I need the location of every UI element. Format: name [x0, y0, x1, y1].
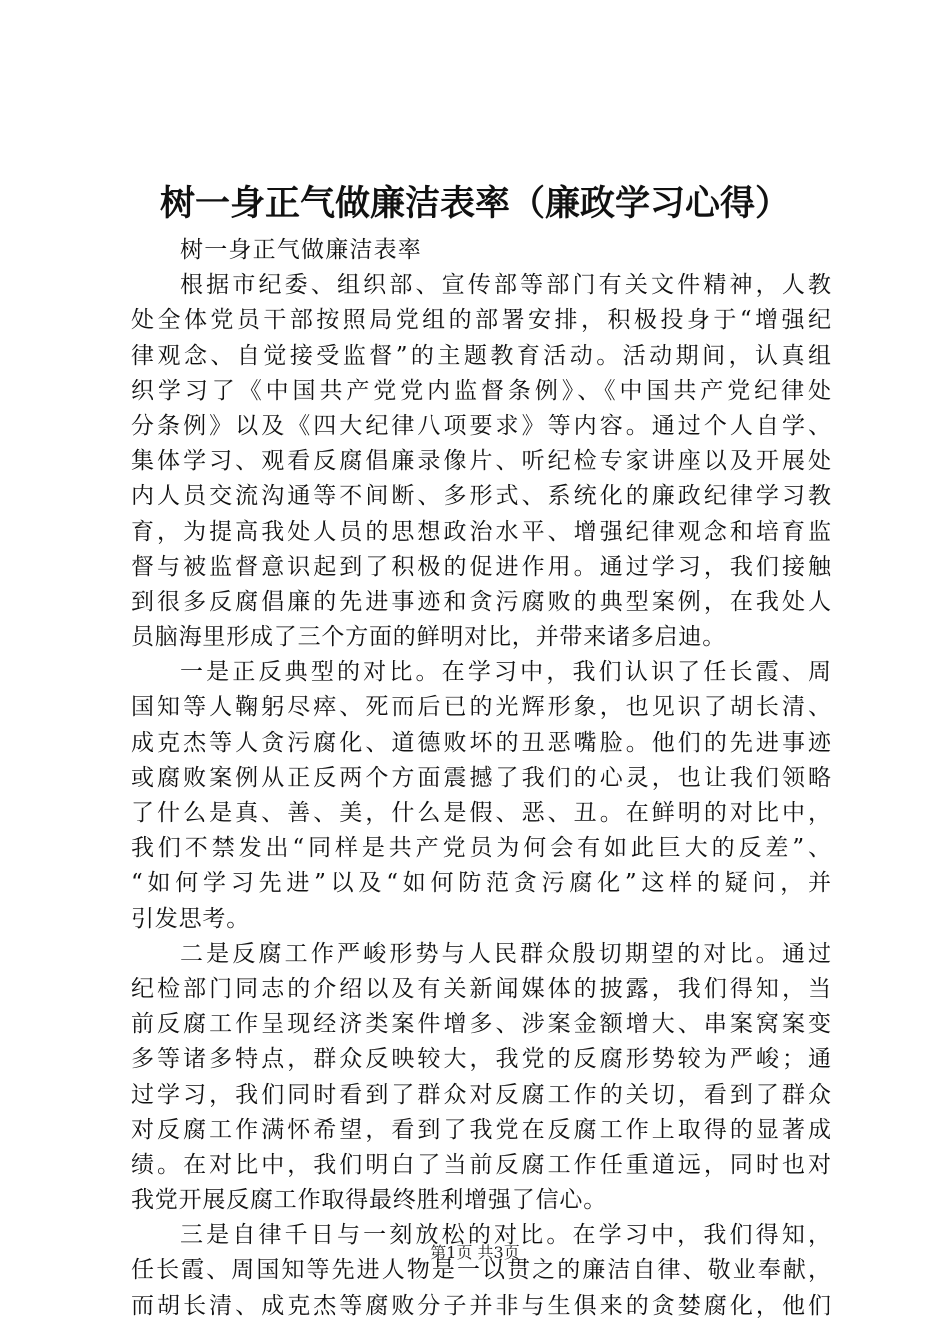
body-line: 多等诸多特点，群众反映较大，我党的反腐形势较为严峻；通 — [131, 1046, 831, 1073]
body-line: 内人员交流沟通等不间断、多形式、系统化的廉政纪律学习教 — [131, 483, 831, 510]
body-line: 我党开展反腐工作取得最终胜利增强了信心。 — [131, 1187, 607, 1214]
body-line: 或腐败案例从正反两个方面震撼了我们的心灵，也让我们领略 — [131, 764, 831, 791]
body-line: 而胡长清、成克杰等腐败分子并非与生俱来的贪婪腐化，他们 — [131, 1292, 831, 1319]
body-line: 我们不禁发出“同样是共产党员为何会有如此巨大的反差”、 — [131, 835, 831, 862]
body-line: 根据市纪委、组织部、宣传部等部门有关文件精神，人教 — [180, 272, 831, 299]
body-line: 了什么是真、善、美，什么是假、恶、丑。在鲜明的对比中， — [131, 800, 831, 826]
document-title: 树一身正气做廉洁表率（廉政学习心得） — [159, 184, 790, 224]
body-line: 督与被监督意识起到了积极的促进作用。通过学习，我们接触 — [131, 553, 831, 580]
body-line: 育，为提高我处人员的思想政治水平、增强纪律观念和培育监 — [131, 518, 831, 545]
body-line: 过学习，我们同时看到了群众对反腐工作的关切，看到了群众 — [131, 1081, 831, 1108]
body-line: 一是正反典型的对比。在学习中，我们认识了任长霞、周 — [180, 659, 831, 686]
body-line: 对反腐工作满怀希望，看到了我党在反腐工作上取得的显著成 — [131, 1116, 831, 1143]
body-line: 分条例》以及《四大纪律八项要求》等内容。通过个人自学、 — [131, 412, 831, 439]
body-line: 律观念、自觉接受监督”的主题教育活动。活动期间，认真组 — [131, 342, 831, 369]
body-line: 任长霞、周国知等先进人物是一以贯之的廉洁自律、敬业奉献， — [131, 1257, 831, 1284]
page-footer: 第1页 共3页 — [430, 1243, 520, 1262]
body-line: 处全体党员干部按照局党组的部署安排，积极投身于“增强纪 — [131, 307, 831, 334]
body-line: 织学习了《中国共产党党内监督条例》、《中国共产党纪律处 — [131, 377, 831, 404]
body-line: 员脑海里形成了三个方面的鲜明对比，并带来诸多启迪。 — [131, 624, 726, 651]
document-subtitle: 树一身正气做廉洁表率 — [180, 237, 422, 263]
body-line: 纪检部门同志的介绍以及有关新闻媒体的披露，我们得知，当 — [131, 975, 831, 1002]
body-line: 到很多反腐倡廉的先进事迹和贪污腐败的典型案例，在我处人 — [131, 588, 831, 615]
body-line: 集体学习、观看反腐倡廉录像片、听纪检专家讲座以及开展处 — [131, 448, 831, 475]
body-line: “如何学习先进”以及“如何防范贪污腐化”这样的疑问，并 — [131, 870, 831, 897]
body-line: 二是反腐工作严峻形势与人民群众殷切期望的对比。通过 — [180, 940, 831, 967]
body-line: 成克杰等人贪污腐化、道德败坏的丑恶嘴脸。他们的先进事迹 — [131, 729, 831, 756]
document-body — [131, 233, 831, 1324]
body-line: 前反腐工作呈现经济类案件增多、涉案金额增大、串案窝案变 — [131, 1011, 831, 1038]
body-line: 三是自律千日与一刻放松的对比。在学习中，我们得知， — [180, 1222, 831, 1249]
body-line: 国知等人鞠躬尽瘁、死而后已的光辉形象，也见识了胡长清、 — [131, 694, 831, 721]
body-line: 引发思考。 — [131, 905, 250, 932]
body-line: 绩。在对比中，我们明白了当前反腐工作任重道远，同时也对 — [131, 1151, 831, 1178]
